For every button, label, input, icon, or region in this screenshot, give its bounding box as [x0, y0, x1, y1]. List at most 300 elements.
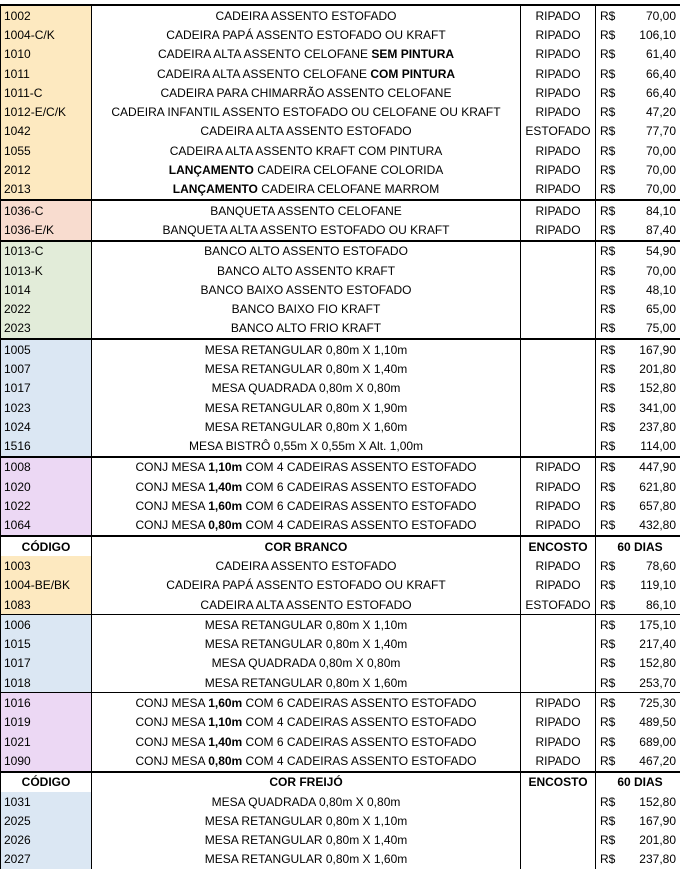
product-description	[92, 83, 521, 102]
product-price	[596, 673, 680, 693]
price-amount: 78,60	[646, 557, 676, 575]
product-description	[92, 398, 521, 417]
price-amount: 84,10	[646, 202, 676, 220]
product-code: 1015	[1, 635, 92, 654]
currency-symbol: R$	[600, 221, 615, 239]
product-price	[596, 83, 680, 102]
product-code: 1516	[1, 437, 92, 457]
product-encosto	[521, 792, 596, 811]
table-row	[1, 556, 680, 575]
description-text: COM 6 CADEIRAS ASSENTO ESTOFADO	[242, 735, 476, 749]
table-row	[1, 830, 680, 849]
description-text: MESA RETANGULAR 0,80m X 1,60m	[205, 676, 408, 690]
product-price	[596, 398, 680, 417]
product-encosto: RIPADO	[521, 6, 596, 25]
table-row	[1, 792, 680, 811]
price-amount: 114,00	[640, 437, 676, 455]
product-description	[92, 792, 521, 811]
currency-symbol: R$	[600, 45, 615, 63]
product-code: 1036-C	[1, 200, 92, 220]
product-code: 1018	[1, 673, 92, 693]
header-title: COR BRANCO	[92, 536, 521, 556]
product-price	[596, 732, 680, 751]
product-price	[596, 45, 680, 64]
price-amount: 47,20	[646, 103, 676, 121]
currency-symbol: R$	[600, 654, 615, 672]
description-text: COM 6 CADEIRAS ASSENTO ESTOFADO	[242, 499, 476, 513]
price-amount: 489,50	[639, 713, 676, 731]
product-code: 1055	[1, 141, 92, 160]
header-code: CÓDIGO	[1, 772, 92, 792]
description-bold: 1,60m	[208, 696, 242, 710]
product-encosto: RIPADO	[521, 457, 596, 477]
description-text: BANCO ALTO FRIO KRAFT	[231, 321, 381, 335]
description-text: COM 6 CADEIRAS ASSENTO ESTOFADO	[242, 480, 476, 494]
product-description	[92, 477, 521, 496]
product-description	[92, 319, 521, 339]
product-price	[596, 792, 680, 811]
product-description	[92, 200, 521, 220]
price-amount: 237,80	[639, 850, 676, 868]
table-row	[1, 45, 680, 64]
product-encosto: RIPADO	[521, 576, 596, 595]
currency-symbol: R$	[600, 674, 615, 692]
currency-symbol: R$	[600, 752, 615, 770]
table-row	[1, 576, 680, 595]
product-encosto	[521, 319, 596, 339]
price-amount: 61,40	[646, 45, 676, 63]
table-row	[1, 713, 680, 732]
description-text: MESA RETANGULAR 0,80m X 1,40m	[205, 637, 408, 651]
product-code: 1010	[1, 45, 92, 64]
product-code: 2026	[1, 830, 92, 849]
product-code: 1017	[1, 654, 92, 673]
description-text: CADEIRA ALTA ASSENTO CELOFANE	[158, 47, 371, 61]
currency-symbol: R$	[600, 418, 615, 436]
description-text: MESA RETANGULAR 0,80m X 1,60m	[205, 420, 408, 434]
currency-symbol: R$	[600, 319, 615, 337]
product-code: 1020	[1, 477, 92, 496]
table-row	[1, 751, 680, 771]
description-bold: LANÇAMENTO	[173, 182, 258, 196]
table-row	[1, 693, 680, 713]
product-encosto: ESTOFADO	[521, 122, 596, 141]
product-encosto: RIPADO	[521, 64, 596, 83]
description-text: CONJ MESA	[136, 518, 209, 532]
product-price	[596, 141, 680, 160]
description-text: CONJ MESA	[136, 480, 209, 494]
product-price	[596, 496, 680, 515]
currency-symbol: R$	[600, 635, 615, 653]
currency-symbol: R$	[600, 497, 615, 515]
product-code: 2023	[1, 319, 92, 339]
product-price	[596, 261, 680, 280]
product-price	[596, 595, 680, 615]
price-amount: 432,80	[639, 516, 676, 534]
table-row	[1, 6, 680, 25]
description-text: MESA RETANGULAR 0,80m X 1,60m	[205, 852, 408, 866]
currency-symbol: R$	[600, 596, 615, 614]
product-code: 1017	[1, 379, 92, 398]
table-row	[1, 654, 680, 673]
description-text: CADEIRA PARA CHIMARRÃO ASSENTO CELOFANE	[161, 86, 452, 100]
description-bold: 1,40m	[208, 735, 242, 749]
currency-symbol: R$	[600, 616, 615, 634]
product-code: 2025	[1, 811, 92, 830]
description-text: CONJ MESA	[136, 735, 209, 749]
product-encosto	[521, 417, 596, 436]
product-code: 1014	[1, 280, 92, 299]
product-description	[92, 339, 521, 359]
product-description	[92, 359, 521, 378]
product-code: 2013	[1, 180, 92, 200]
product-description	[92, 437, 521, 457]
table-row	[1, 595, 680, 615]
description-text: COM 4 CADEIRAS ASSENTO ESTOFADO	[242, 460, 476, 474]
description-text: MESA RETANGULAR 0,80m X 1,90m	[205, 401, 408, 415]
description-text: MESA RETANGULAR 0,80m X 1,10m	[205, 343, 408, 357]
product-encosto: RIPADO	[521, 556, 596, 575]
price-amount: 66,40	[646, 84, 676, 102]
currency-symbol: R$	[600, 557, 615, 575]
table-row	[1, 319, 680, 339]
product-price	[596, 713, 680, 732]
product-code: 1013-C	[1, 241, 92, 261]
description-text: MESA RETANGULAR 0,80m X 1,10m	[205, 618, 408, 632]
description-bold: 0,80m	[208, 754, 242, 768]
product-code: 1004-BE/BK	[1, 576, 92, 595]
product-description	[92, 160, 521, 179]
product-price	[596, 64, 680, 83]
currency-symbol: R$	[600, 850, 615, 868]
description-text: COM 6 CADEIRAS ASSENTO ESTOFADO	[242, 696, 476, 710]
product-description	[92, 576, 521, 595]
product-price	[596, 556, 680, 575]
product-encosto	[521, 635, 596, 654]
product-description	[92, 280, 521, 299]
currency-symbol: R$	[600, 84, 615, 102]
price-amount: 152,80	[639, 654, 676, 672]
currency-symbol: R$	[600, 360, 615, 378]
currency-symbol: R$	[600, 458, 615, 476]
product-code: 2012	[1, 160, 92, 179]
currency-symbol: R$	[600, 7, 615, 25]
price-amount: 86,10	[646, 596, 676, 614]
table-row	[1, 850, 680, 869]
price-amount: 725,30	[639, 694, 676, 712]
currency-symbol: R$	[600, 733, 615, 751]
table-row	[1, 516, 680, 536]
table-row	[1, 811, 680, 830]
description-text: MESA QUADRADA 0,80m X 0,80m	[212, 381, 401, 395]
product-encosto: RIPADO	[521, 83, 596, 102]
currency-symbol: R$	[600, 180, 615, 198]
product-description	[92, 6, 521, 25]
header-price: 60 DIAS	[596, 772, 680, 792]
product-description	[92, 693, 521, 713]
description-text: BANQUETA ASSENTO CELOFANE	[210, 204, 402, 218]
product-price	[596, 654, 680, 673]
product-description	[92, 220, 521, 240]
header-encosto: ENCOSTO	[521, 772, 596, 792]
product-encosto	[521, 398, 596, 417]
currency-symbol: R$	[600, 341, 615, 359]
price-table-body	[1, 6, 680, 869]
description-bold: 1,40m	[208, 480, 242, 494]
currency-symbol: R$	[600, 26, 615, 44]
product-code: 1013-K	[1, 261, 92, 280]
product-code: 1031	[1, 792, 92, 811]
product-code: 1019	[1, 713, 92, 732]
product-description	[92, 713, 521, 732]
currency-symbol: R$	[600, 713, 615, 731]
price-amount: 54,90	[646, 242, 676, 260]
price-amount: 201,80	[639, 360, 676, 378]
product-description	[92, 595, 521, 615]
table-row	[1, 615, 680, 635]
product-encosto: RIPADO	[521, 200, 596, 220]
product-description	[92, 516, 521, 536]
table-row	[1, 261, 680, 280]
description-text: CONJ MESA	[136, 754, 209, 768]
section-header-row	[1, 536, 680, 556]
product-code: 1064	[1, 516, 92, 536]
description-bold: 1,10m	[208, 460, 242, 474]
description-text: CADEIRA PAPÁ ASSENTO ESTOFADO OU KRAFT	[166, 28, 445, 42]
description-text: CADEIRA CELOFANE COLORIDA	[254, 163, 443, 177]
currency-symbol: R$	[600, 300, 615, 318]
product-description	[92, 654, 521, 673]
price-amount: 341,00	[639, 399, 676, 417]
price-table	[0, 6, 680, 869]
product-encosto: RIPADO	[521, 141, 596, 160]
product-price	[596, 477, 680, 496]
price-amount: 65,00	[646, 300, 676, 318]
product-code: 1024	[1, 417, 92, 436]
description-text: BANCO ALTO ASSENTO KRAFT	[217, 264, 395, 278]
currency-symbol: R$	[600, 142, 615, 160]
price-amount: 66,40	[646, 65, 676, 83]
product-price	[596, 160, 680, 179]
product-price	[596, 359, 680, 378]
description-text: COM 4 CADEIRAS ASSENTO ESTOFADO	[242, 754, 476, 768]
product-price	[596, 241, 680, 261]
product-price	[596, 693, 680, 713]
product-description	[92, 635, 521, 654]
product-encosto	[521, 261, 596, 280]
product-price	[596, 576, 680, 595]
table-row	[1, 379, 680, 398]
product-encosto: ESTOFADO	[521, 595, 596, 615]
description-text: CADEIRA ALTA ASSENTO ESTOFADO	[200, 124, 411, 138]
header-price: 60 DIAS	[596, 536, 680, 556]
product-encosto	[521, 654, 596, 673]
product-code: 1006	[1, 615, 92, 635]
price-amount: 70,00	[646, 161, 676, 179]
product-encosto: RIPADO	[521, 180, 596, 200]
product-price	[596, 25, 680, 44]
description-bold: 0,80m	[208, 518, 242, 532]
price-amount: 106,10	[639, 26, 676, 44]
product-encosto	[521, 241, 596, 261]
product-encosto	[521, 850, 596, 869]
product-price	[596, 280, 680, 299]
product-code: 1083	[1, 595, 92, 615]
currency-symbol: R$	[600, 242, 615, 260]
description-text: MESA RETANGULAR 0,80m X 1,40m	[205, 362, 408, 376]
table-row	[1, 122, 680, 141]
product-description	[92, 751, 521, 771]
price-amount: 70,00	[646, 7, 676, 25]
currency-symbol: R$	[600, 831, 615, 849]
description-bold: 1,60m	[208, 499, 242, 513]
header-code: CÓDIGO	[1, 536, 92, 556]
product-price	[596, 615, 680, 635]
description-text: CADEIRA ALTA ASSENTO ESTOFADO	[200, 598, 411, 612]
product-price	[596, 220, 680, 240]
description-text: CADEIRA ASSENTO ESTOFADO	[216, 559, 397, 573]
product-code: 1011	[1, 64, 92, 83]
price-amount: 467,20	[639, 752, 676, 770]
product-code: 1003	[1, 556, 92, 575]
product-price	[596, 6, 680, 25]
price-amount: 689,00	[639, 733, 676, 751]
product-description	[92, 180, 521, 200]
product-encosto: RIPADO	[521, 496, 596, 515]
product-description	[92, 25, 521, 44]
price-amount: 77,70	[646, 122, 676, 140]
product-description	[92, 299, 521, 318]
product-code: 1022	[1, 496, 92, 515]
table-row	[1, 496, 680, 515]
description-text: MESA QUADRADA 0,80m X 0,80m	[212, 656, 401, 670]
description-text: BANCO BAIXO FIO KRAFT	[232, 302, 381, 316]
product-code: 1002	[1, 6, 92, 25]
currency-symbol: R$	[600, 103, 615, 121]
table-row	[1, 25, 680, 44]
product-encosto	[521, 280, 596, 299]
product-encosto	[521, 437, 596, 457]
product-price	[596, 635, 680, 654]
table-row	[1, 141, 680, 160]
product-description	[92, 496, 521, 515]
description-text: MESA BISTRÔ 0,55m X 0,55m X Alt. 1,00m	[189, 439, 423, 453]
product-code: 1023	[1, 398, 92, 417]
product-price	[596, 180, 680, 200]
description-text: CADEIRA ASSENTO ESTOFADO	[216, 9, 397, 23]
description-text: CADEIRA INFANTIL ASSENTO ESTOFADO OU CELOFANE OU KRAFT	[111, 105, 500, 119]
table-row	[1, 180, 680, 200]
description-text: CONJ MESA	[136, 460, 209, 474]
price-amount: 201,80	[639, 831, 676, 849]
product-code: 2027	[1, 850, 92, 869]
price-amount: 48,10	[646, 281, 676, 299]
header-encosto: ENCOSTO	[521, 536, 596, 556]
price-amount: 167,90	[639, 341, 676, 359]
table-row	[1, 299, 680, 318]
table-row	[1, 635, 680, 654]
description-text: CONJ MESA	[136, 696, 209, 710]
description-bold: SEM PINTURA	[371, 47, 454, 61]
table-row	[1, 64, 680, 83]
currency-symbol: R$	[600, 262, 615, 280]
table-row	[1, 339, 680, 359]
currency-symbol: R$	[600, 437, 615, 455]
product-code: 1036-E/K	[1, 220, 92, 240]
currency-symbol: R$	[600, 379, 615, 397]
currency-symbol: R$	[600, 694, 615, 712]
product-price	[596, 811, 680, 830]
description-text: CADEIRA ALTA ASSENTO KRAFT COM PINTURA	[170, 144, 443, 158]
description-text: CADEIRA ALTA ASSENTO CELOFANE	[157, 67, 370, 81]
currency-symbol: R$	[600, 122, 615, 140]
price-amount: 217,40	[639, 635, 676, 653]
description-text: BANCO BAIXO ASSENTO ESTOFADO	[201, 283, 412, 297]
price-amount: 75,00	[646, 319, 676, 337]
product-code: 1012-E/C/K	[1, 102, 92, 121]
price-amount: 87,40	[646, 221, 676, 239]
table-row	[1, 280, 680, 299]
description-text: BANQUETA ALTA ASSENTO ESTOFADO OU KRAFT	[163, 223, 450, 237]
table-row	[1, 83, 680, 102]
price-amount: 70,00	[646, 180, 676, 198]
product-price	[596, 102, 680, 121]
product-encosto	[521, 615, 596, 635]
product-description	[92, 556, 521, 575]
currency-symbol: R$	[600, 161, 615, 179]
product-encosto	[521, 673, 596, 693]
price-amount: 70,00	[646, 142, 676, 160]
product-price	[596, 299, 680, 318]
table-row	[1, 200, 680, 220]
product-encosto: RIPADO	[521, 732, 596, 751]
price-amount: 175,10	[639, 616, 676, 634]
price-amount: 447,90	[639, 458, 676, 476]
product-code: 1090	[1, 751, 92, 771]
product-code: 1042	[1, 122, 92, 141]
description-bold: LANÇAMENTO	[169, 163, 254, 177]
price-amount: 237,80	[639, 418, 676, 436]
product-encosto: RIPADO	[521, 220, 596, 240]
table-row	[1, 732, 680, 751]
product-encosto	[521, 299, 596, 318]
product-price	[596, 417, 680, 436]
product-description	[92, 241, 521, 261]
description-text: CADEIRA PAPÁ ASSENTO ESTOFADO OU KRAFT	[166, 578, 445, 592]
table-row	[1, 417, 680, 436]
price-amount: 621,80	[639, 478, 676, 496]
description-text: COM 4 CADEIRAS ASSENTO ESTOFADO	[242, 715, 476, 729]
description-text: CONJ MESA	[136, 499, 209, 513]
price-amount: 253,70	[639, 674, 676, 692]
product-encosto: RIPADO	[521, 477, 596, 496]
currency-symbol: R$	[600, 65, 615, 83]
product-description	[92, 417, 521, 436]
product-code: 1005	[1, 339, 92, 359]
product-price	[596, 751, 680, 771]
product-description	[92, 673, 521, 693]
product-encosto: RIPADO	[521, 751, 596, 771]
table-row	[1, 220, 680, 240]
product-encosto: RIPADO	[521, 693, 596, 713]
description-text: MESA RETANGULAR 0,80m X 1,40m	[205, 833, 408, 847]
description-bold: 1,10m	[208, 715, 242, 729]
product-price	[596, 830, 680, 849]
table-row	[1, 102, 680, 121]
description-text: COM 4 CADEIRAS ASSENTO ESTOFADO	[242, 518, 476, 532]
section-header-row	[1, 772, 680, 792]
product-code: 1004-C/K	[1, 25, 92, 44]
